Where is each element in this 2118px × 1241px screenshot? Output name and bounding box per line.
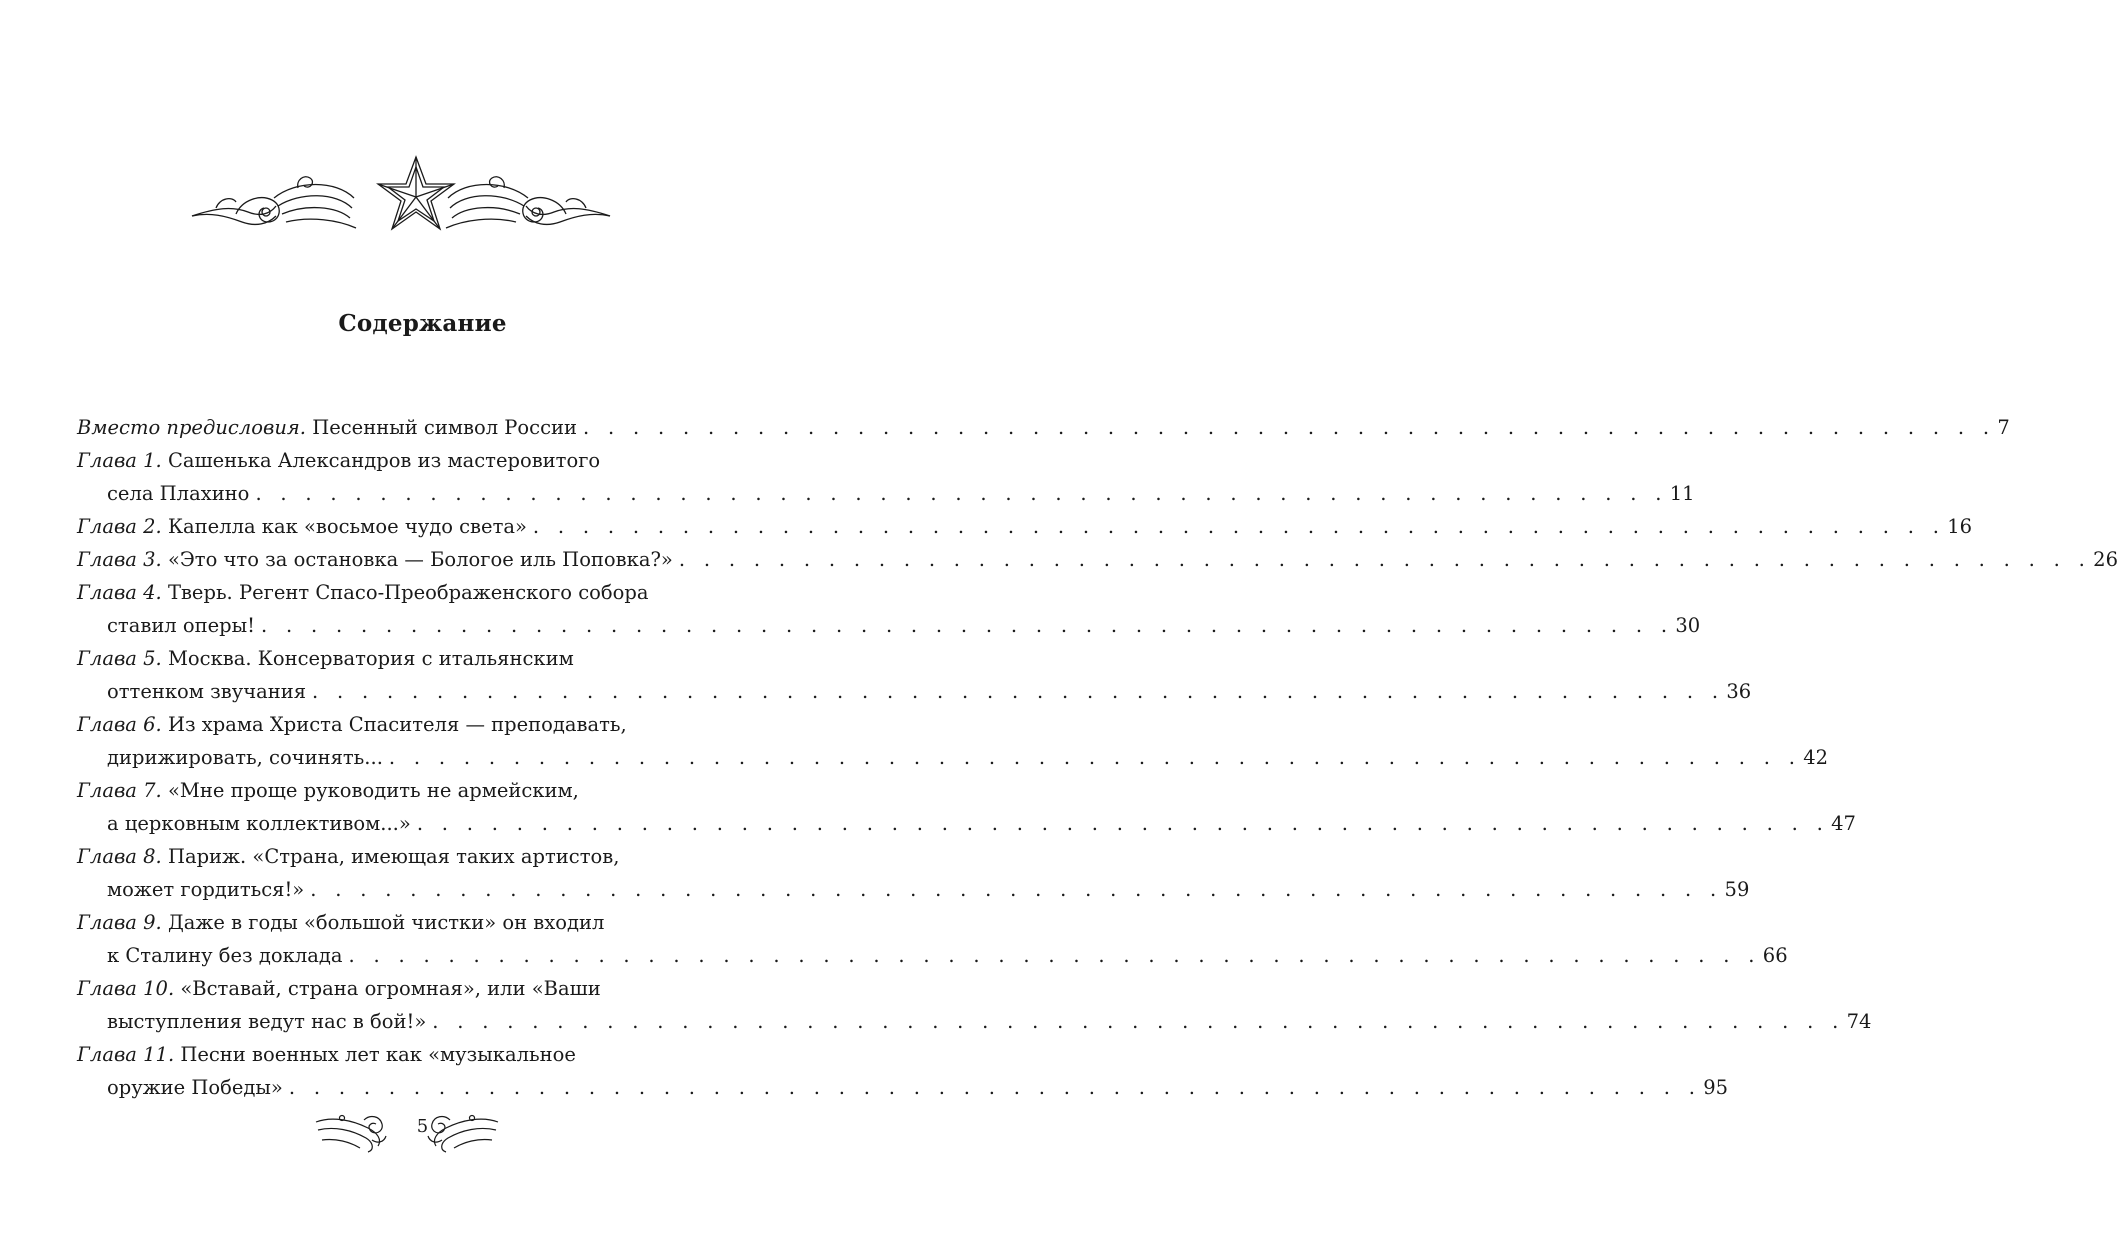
chapter-label: Глава 8. — [77, 845, 162, 868]
dot-leader: . . . . . . . . . . . . . . . . . . . . . . . . . . . . . . . . . . . . . . . . . . . . . . . . . . . . . . . . . — [348, 944, 1761, 967]
toc-page-number: 11 — [1669, 482, 1695, 505]
chapter-label: Глава 5. — [77, 647, 162, 670]
toc-entry-line — [77, 972, 725, 1005]
toc-entry[interactable] — [77, 411, 2010, 444]
toc-entry-line — [77, 840, 725, 873]
chapter-title-text: Капелла как «восьмое чудо света» — [167, 515, 527, 538]
dot-leader: . . . . . . . . . . . . . . . . . . . . . . . . . . . . . . . . . . . . . . . . . . . . . . . . . . . . . . . . . — [288, 1076, 1702, 1099]
toc-entry-continuation — [77, 1071, 1729, 1104]
chapter-title-text: оружие Победы» — [107, 1076, 283, 1099]
chapter-label: Вместо предисловия. — [77, 416, 306, 439]
dot-leader: . . . . . . . . . . . . . . . . . . . . . . . . . . . . . . . . . . . . . . . . . . . . . . . . . . . . . . . . . — [261, 614, 1674, 637]
toc-page-number: 36 — [1726, 680, 1752, 703]
toc-page-number: 30 — [1675, 614, 1701, 637]
chapter-title-text: Москва. Консерватория с итальянским — [167, 647, 574, 670]
toc-entry[interactable] — [77, 840, 1750, 906]
toc-entry-continuation — [77, 939, 1788, 972]
chapter-title-text: к Сталину без доклада — [107, 944, 343, 967]
right-flourish — [446, 177, 610, 228]
toc-page-number: 26 — [2093, 548, 2118, 571]
page-footer — [0, 1108, 845, 1158]
footer-right-flourish — [424, 1110, 502, 1156]
toc-entry[interactable] — [77, 543, 2118, 576]
chapter-label: Глава 2. — [77, 515, 162, 538]
toc-entry-continuation — [77, 609, 1701, 642]
chapter-title-text: Из храма Христа Спасителя — преподавать, — [167, 713, 627, 736]
dot-leader: . . . . . . . . . . . . . . . . . . . . . . . . . . . . . . . . . . . . . . . . . . . . . . . . . . . . . . . . . — [310, 878, 1723, 901]
chapter-label: Глава 1. — [77, 449, 162, 472]
page-number: 5 — [416, 1116, 429, 1137]
dot-leader: . . . . . . . . . . . . . . . . . . . . . . . . . . . . . . . . . . . . . . . . . . . . . . . . . . . . . . . . . — [312, 680, 1725, 703]
toc-entry[interactable] — [77, 1038, 1729, 1104]
toc-entry[interactable] — [77, 972, 1872, 1038]
toc-entry-line — [77, 1038, 725, 1071]
chapter-title-text: Тверь. Регент Спасо-Преображенского собора — [167, 581, 649, 604]
toc-page-number: 95 — [1703, 1076, 1729, 1099]
toc-entry-continuation — [77, 807, 1856, 840]
toc-entry[interactable] — [77, 708, 1829, 774]
chapter-title-text: села Плахино — [107, 482, 250, 505]
toc-entry-continuation — [77, 477, 1695, 510]
chapter-title-text: выступления ведут нас в бой!» — [107, 1010, 427, 1033]
toc-entry[interactable] — [77, 444, 1695, 510]
toc-page-number: 47 — [1831, 812, 1856, 835]
chapter-title-text: «Это что за остановка — Бологое иль Поповка?» — [167, 548, 673, 571]
star-flourish-ornament — [186, 150, 616, 246]
toc-entry-continuation — [77, 675, 1752, 708]
chapter-label: Глава 10. — [77, 977, 175, 1000]
chapter-title-text: а церковным коллективом...» — [107, 812, 411, 835]
left-star — [378, 157, 454, 229]
toc-entry-continuation — [77, 741, 1829, 774]
page-title: Содержание — [338, 310, 507, 337]
toc-entry-line — [77, 510, 1973, 543]
toc-entry-line — [77, 411, 2010, 444]
chapter-label: Глава 6. — [77, 713, 162, 736]
chapter-title-text: может гордиться!» — [107, 878, 305, 901]
chapter-title-text: дирижировать, сочинять... — [107, 746, 383, 769]
chapter-title-text: «Мне проще руководить не армейским, — [167, 779, 579, 802]
table-of-contents — [77, 411, 2118, 1104]
dot-leader: . . . . . . . . . . . . . . . . . . . . . . . . . . . . . . . . . . . . . . . . . . . . . . . . . . . . . . . . . — [583, 416, 1996, 439]
chapter-title-text: оттенком звучания — [107, 680, 307, 703]
toc-entry[interactable] — [77, 906, 1788, 972]
left-flourish — [192, 177, 356, 228]
chapter-label: Глава 3. — [77, 548, 162, 571]
dot-leader: . . . . . . . . . . . . . . . . . . . . . . . . . . . . . . . . . . . . . . . . . . . . . . . . . . . . . . . . . — [416, 812, 1830, 835]
dot-leader: . . . . . . . . . . . . . . . . . . . . . . . . . . . . . . . . . . . . . . . . . . . . . . . . . . . . . . . . . — [678, 548, 2092, 571]
chapter-title-text: ставил оперы! — [107, 614, 256, 637]
toc-entry[interactable] — [77, 576, 1701, 642]
chapter-title-text: Даже в годы «большой чистки» он входил — [167, 911, 605, 934]
toc-entry-line — [77, 543, 2118, 576]
toc-entry-line — [77, 576, 725, 609]
dot-leader: . . . . . . . . . . . . . . . . . . . . . . . . . . . . . . . . . . . . . . . . . . . . . . . . . . . . . . . . . — [532, 515, 1946, 538]
toc-entry-line — [77, 708, 725, 741]
toc-entry-line — [77, 774, 725, 807]
chapter-label: Глава 4. — [77, 581, 162, 604]
toc-page-number: 74 — [1846, 1010, 1872, 1033]
toc-page-number: 59 — [1724, 878, 1750, 901]
toc-entry-line — [77, 906, 725, 939]
chapter-title-text: Песенный символ России — [312, 416, 577, 439]
toc-page-number: 66 — [1762, 944, 1788, 967]
chapter-title-text: Песни военных лет как «музыкальное — [180, 1043, 576, 1066]
dot-leader: . . . . . . . . . . . . . . . . . . . . . . . . . . . . . . . . . . . . . . . . . . . . . . . . . . . . . . . . . — [255, 482, 1668, 505]
toc-entry-continuation — [77, 873, 1750, 906]
chapter-title-text: «Вставай, страна огромная», или «Ваши — [180, 977, 601, 1000]
chapter-label: Глава 7. — [77, 779, 162, 802]
toc-entry-line — [77, 444, 725, 477]
toc-page-number: 42 — [1803, 746, 1829, 769]
chapter-label: Глава 11. — [77, 1043, 175, 1066]
toc-page-number: 16 — [1947, 515, 1973, 538]
dot-leader: . . . . . . . . . . . . . . . . . . . . . . . . . . . . . . . . . . . . . . . . . . . . . . . . . . . . . . . . . — [432, 1010, 1845, 1033]
dot-leader: . . . . . . . . . . . . . . . . . . . . . . . . . . . . . . . . . . . . . . . . . . . . . . . . . . . . . . . . . — [388, 746, 1802, 769]
chapter-title-text: Сашенька Александров из мастеровитого — [167, 449, 601, 472]
toc-entry-line — [77, 642, 725, 675]
toc-entry[interactable] — [77, 642, 1752, 708]
chapter-label: Глава 9. — [77, 911, 162, 934]
toc-page-number: 7 — [1997, 416, 2010, 439]
chapter-title-text: Париж. «Страна, имеющая таких артистов, — [167, 845, 620, 868]
toc-entry-continuation — [77, 1005, 1872, 1038]
toc-entry[interactable] — [77, 774, 1856, 840]
toc-entry[interactable] — [77, 510, 1973, 543]
